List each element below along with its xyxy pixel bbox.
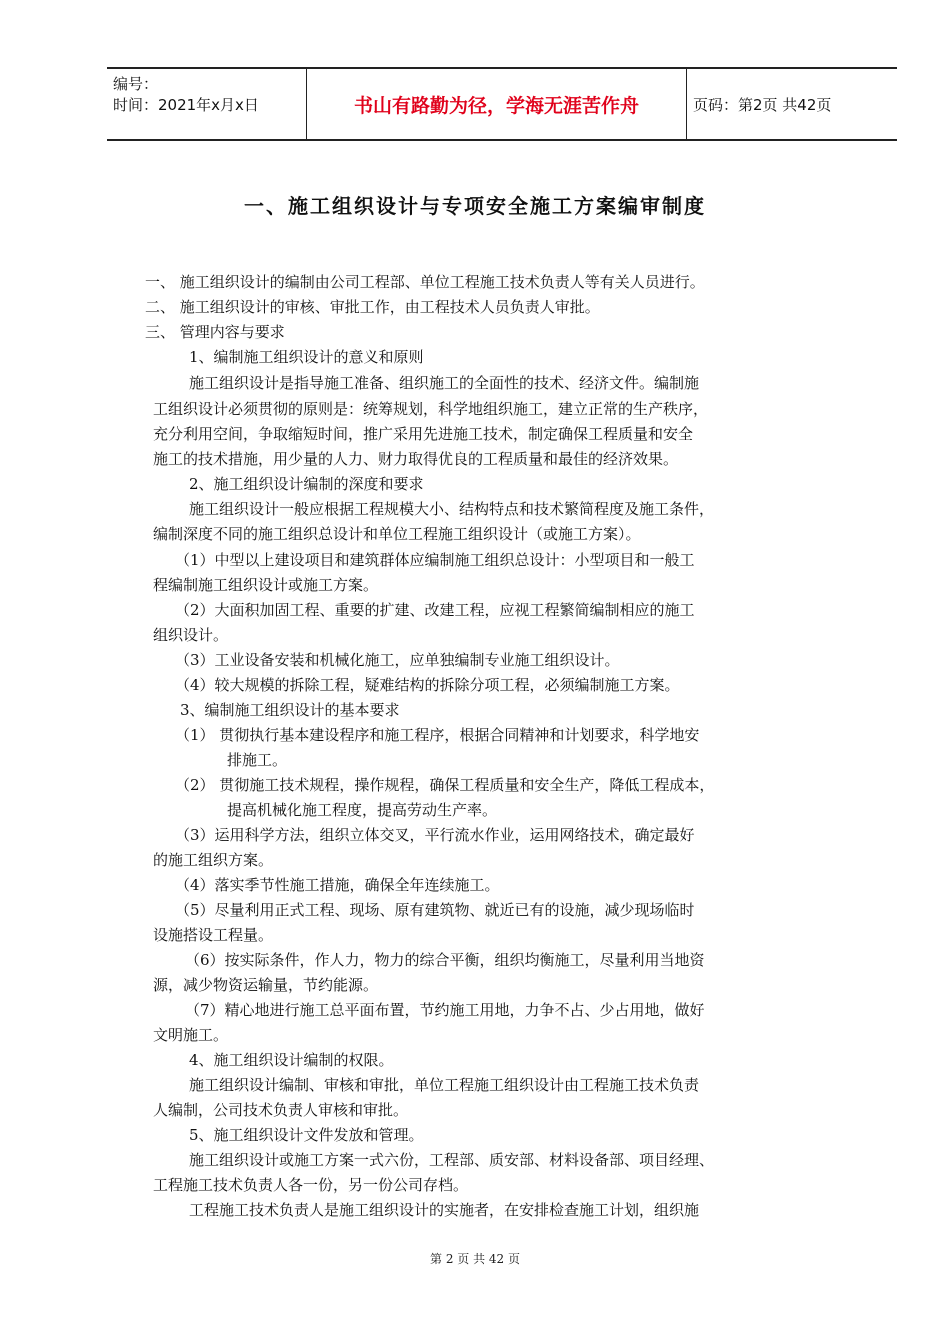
- body-line: 一、 施工组织设计的编制由公司工程部、单位工程施工技术负责人等有关人员进行。: [145, 273, 705, 291]
- body-line: 施工组织设计编制、审核和审批，单位工程施工组织设计由工程施工技术负责: [189, 1076, 700, 1094]
- body-line: 提高机械化施工程度，提高劳动生产率。: [227, 801, 498, 819]
- body-line: 施工的技术措施，用少量的人力、财力取得优良的工程质量和最佳的经济效果。: [153, 450, 679, 468]
- body-line: （4）较大规模的拆除工程，疑难结构的拆除分项工程，必须编制施工方案。: [175, 676, 680, 694]
- body-line: （2） 贯彻施工技术规程，操作规程，确保工程质量和安全生产，降低工程成本，: [175, 776, 715, 794]
- header-motto: 书山有路勤为径，学海无涯苦作舟: [353, 95, 639, 117]
- body-line: 人编制，公司技术负责人审核和审批。: [153, 1101, 409, 1119]
- body-line: 施工组织设计或施工方案一式六份，工程部、质安部、材料设备部、项目经理、: [189, 1151, 715, 1169]
- page-footer: 第 2 页 共 42 页: [430, 1252, 520, 1266]
- body-line: 三、 管理内容与要求: [145, 323, 285, 341]
- body-line: （5）尽量利用正式工程、现场、原有建筑物、就近已有的设施，减少现场临时: [175, 901, 695, 919]
- body-line: （3）工业设备安装和机械化施工，应单独编制专业施工组织设计。: [175, 651, 620, 669]
- document-date-label: 时间：2021年x月x日: [113, 96, 259, 114]
- body-line: 充分利用空间，争取缩短时间，推广采用先进施工技术，制定确保工程质量和安全: [153, 425, 694, 443]
- body-line: （3）运用科学方法，组织立体交叉，平行流水作业，运用网络技术，确定最好: [175, 826, 695, 844]
- body-line: 源，减少物资运输量，节约能源。: [153, 976, 379, 994]
- body-line: （7）精心地进行施工总平面布置，节约施工用地，力争不占、少占用地，做好: [185, 1001, 705, 1019]
- document-number-label: 编号：: [113, 75, 159, 93]
- body-line: （2）大面积加固工程、重要的扩建、改建工程，应视工程繁简编制相应的施工: [175, 601, 695, 619]
- body-line: 程编制施工组织设计或施工方案。: [153, 576, 379, 594]
- body-line: 2、施工组织设计编制的深度和要求: [189, 475, 424, 493]
- body-line: 工程施工技术负责人是施工组织设计的实施者，在安排检查施工计划，组织施: [189, 1201, 700, 1219]
- body-line: 3、编制施工组织设计的基本要求: [180, 701, 400, 719]
- header-page-info: 页码：第2页 共42页: [693, 96, 832, 114]
- body-line: 组织设计。: [153, 626, 229, 644]
- body-line: （1） 贯彻执行基本建设程序和施工程序，根据合同精神和计划要求，科学地安: [175, 726, 700, 744]
- body-line: 工组织设计必须贯彻的原则是：统筹规划，科学地组织施工，建立正常的生产秩序，: [153, 400, 709, 418]
- body-line: 施工组织设计是指导施工准备、组织施工的全面性的技术、经济文件。编制施: [189, 374, 700, 392]
- body-line: 4、施工组织设计编制的权限。: [189, 1051, 394, 1069]
- body-line: 设施搭设工程量。: [153, 926, 274, 944]
- body-line: 1、编制施工组织设计的意义和原则: [189, 348, 424, 366]
- body-line: 的施工组织方案。: [153, 851, 274, 869]
- document-title: 一、施工组织设计与专项安全施工方案编审制度: [244, 194, 706, 218]
- header-page-cell: [687, 69, 897, 139]
- body-line: 编制深度不同的施工组织总设计和单位工程施工组织设计（或施工方案）。: [153, 525, 641, 543]
- body-line: 施工组织设计一般应根据工程规模大小、结构特点和技术繁简程度及施工条件，: [189, 500, 715, 518]
- body-line: （6）按实际条件，作人力，物力的综合平衡，组织均衡施工，尽量利用当地资: [185, 951, 705, 969]
- body-line: 文明施工。: [153, 1026, 229, 1044]
- page-header: [107, 67, 897, 141]
- header-motto-cell: [307, 69, 687, 139]
- header-meta-cell: [107, 69, 307, 139]
- body-line: （4）落实季节性施工措施，确保全年连续施工。: [175, 876, 500, 894]
- body-line: 5、施工组织设计文件发放和管理。: [189, 1126, 424, 1144]
- body-line: 二、 施工组织设计的审核、审批工作，由工程技术人员负责人审批。: [145, 298, 600, 316]
- body-line: （1）中型以上建设项目和建筑群体应编制施工组织总设计：小型项目和一般工: [175, 551, 695, 569]
- body-line: 工程施工技术负责人各一份，另一份公司存档。: [153, 1176, 469, 1194]
- body-line: 排施工。: [227, 751, 288, 769]
